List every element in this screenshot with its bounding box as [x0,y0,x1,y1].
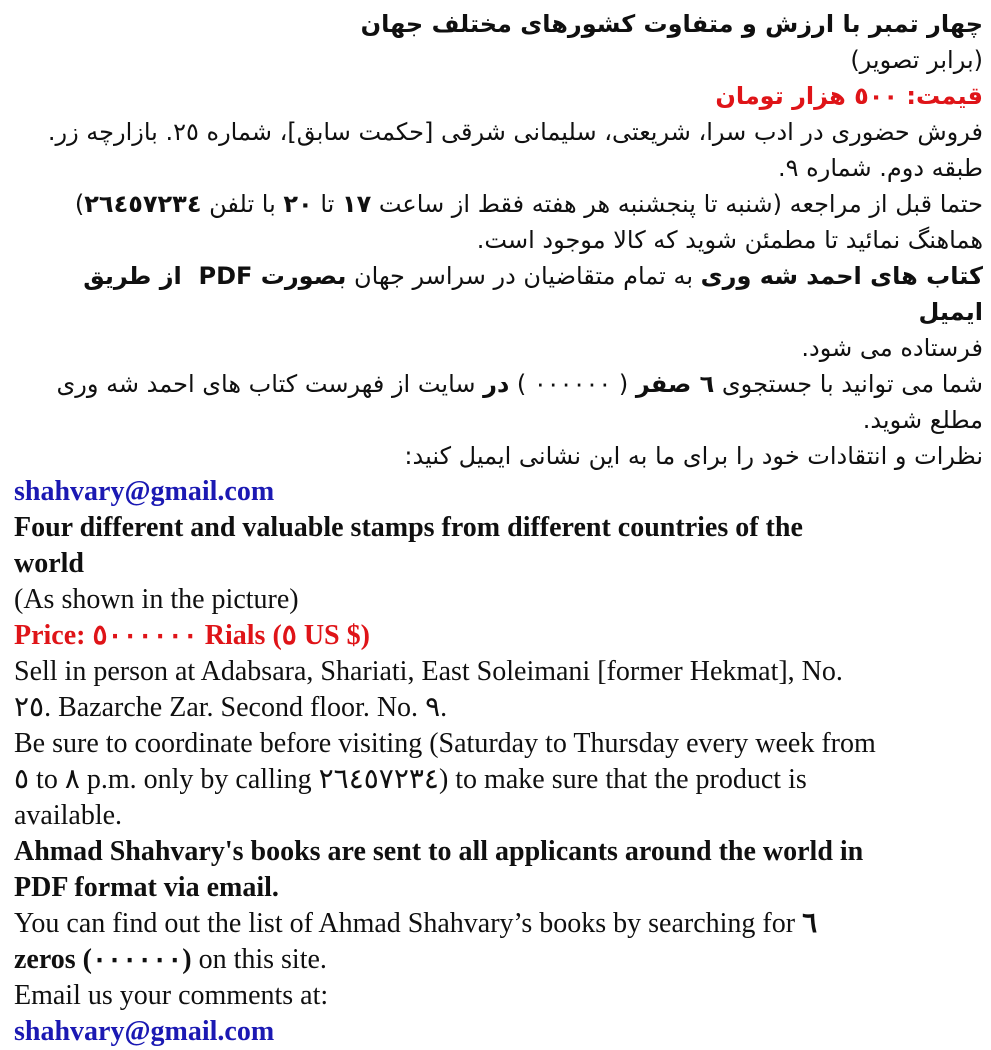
english-search-note [14,906,983,978]
text-run: on this site. [191,944,327,975]
email-link-bottom [14,1014,983,1050]
english-price [14,618,983,654]
text-run: Sell in person at Adabsara, Shariati, East Soleimani [former Hekmat], No. [14,656,843,687]
text-run: ٦ صفر [635,370,715,398]
text-run: (As shown in the picture) [14,584,299,615]
text-run: فروش حضوری در ادب سرا، شریعتی، سلیمانی شرقی [حکمت سابق]، شماره ٢٥. بازارچه زر. [47,118,983,146]
text-run: ( ٠٠٠٠٠٠ ) [509,370,636,398]
persian-address-line2 [14,150,983,186]
text-run: طبقه دوم. شماره ٩. [778,154,983,182]
english-comments-note [14,978,983,1014]
text-run: سایت از فهرست کتاب های احمد شه وری [56,370,484,398]
english-coordinate-note [14,726,983,834]
text-run: ٦ [802,908,818,939]
text-run: ٢٠ [283,190,313,218]
text-run: نظرات و انتقادات خود را برای ما به این نشانی ایمیل کنید: [404,442,983,470]
text-run: Ahmad Shahvary's books are sent to all applicants around the world in [14,836,864,867]
text-run: ) [74,190,85,218]
text-run: zeros (٠٠٠٠٠٠) [14,944,192,975]
email-link[interactable]: shahvary@gmail.com [14,476,275,507]
text-run: ٢٥. Bazarche Zar. Second floor. No. ٩. [14,692,448,723]
text-run: ٥ to ٨ p.m. only by calling ٢٦٤٥٧٢٣٤) to make sure that the product is [14,764,807,795]
persian-books-line2 [14,330,983,366]
text-run: شما می توانید با جستجوی [714,370,983,398]
persian-price [14,78,983,114]
text-run: کتاب های احمد شه وری [700,262,983,290]
persian-subtitle [14,42,983,78]
text-run: Be sure to coordinate before visiting (Saturday to Thursday every week from [14,728,876,759]
english-subtitle [14,582,983,618]
persian-visiting-hours [14,186,983,222]
text-run: هماهنگ نمائید تا مطمئن شوید که کالا موجود است. [476,226,983,254]
english-books-note [14,834,983,906]
text-run: قیمت: ٥٠٠ هزار تومان [715,82,983,110]
text-run: You can find out the list of Ahmad Shahvary’s books by searching for [14,908,803,939]
text-run: (برابر تصویر) [850,46,983,74]
text-run: Email us your comments at: [14,980,329,1011]
text-run: حتما قبل از مراجعه (شنبه تا پنجشنبه هر هفته فقط از ساعت [371,190,983,218]
persian-books-line1 [14,258,983,330]
email-link-top [14,474,983,510]
text-run: با تلفن [201,190,284,218]
text-run: Price: ٥٠٠٠٠٠٠ Rials (٥ US $) [14,620,370,651]
persian-search-line1 [14,366,983,402]
text-run: مطلع شوید. [862,406,983,434]
text-run: فرستاده می شود. [801,334,983,362]
text-run: available. [14,800,123,831]
english-address [14,654,983,726]
text-run: ٢٦٤٥٧٢٣٤ [84,190,202,218]
text-run: به تمام متقاضیان در سراسر جهان [346,262,701,290]
persian-title [14,6,983,42]
persian-coordinate-note [14,222,983,258]
text-run: تا [312,190,342,218]
text-run: PDF format via email. [14,872,279,903]
persian-address-line1 [14,114,983,150]
text-run: ١٧ [341,190,372,218]
text-run: world [14,548,84,579]
english-title [14,510,983,582]
email-link[interactable]: shahvary@gmail.com [14,1016,275,1047]
text-run: Four different and valuable stamps from different countries of the [14,512,803,543]
persian-comments-note [14,438,983,474]
persian-search-line2 [14,402,983,438]
text-run: چهار تمبر با ارزش و متفاوت کشورهای مختلف جهان [360,10,983,38]
text-run: در [483,370,510,398]
text-run: بصورت PDF از طریق ایمیل [74,262,983,326]
